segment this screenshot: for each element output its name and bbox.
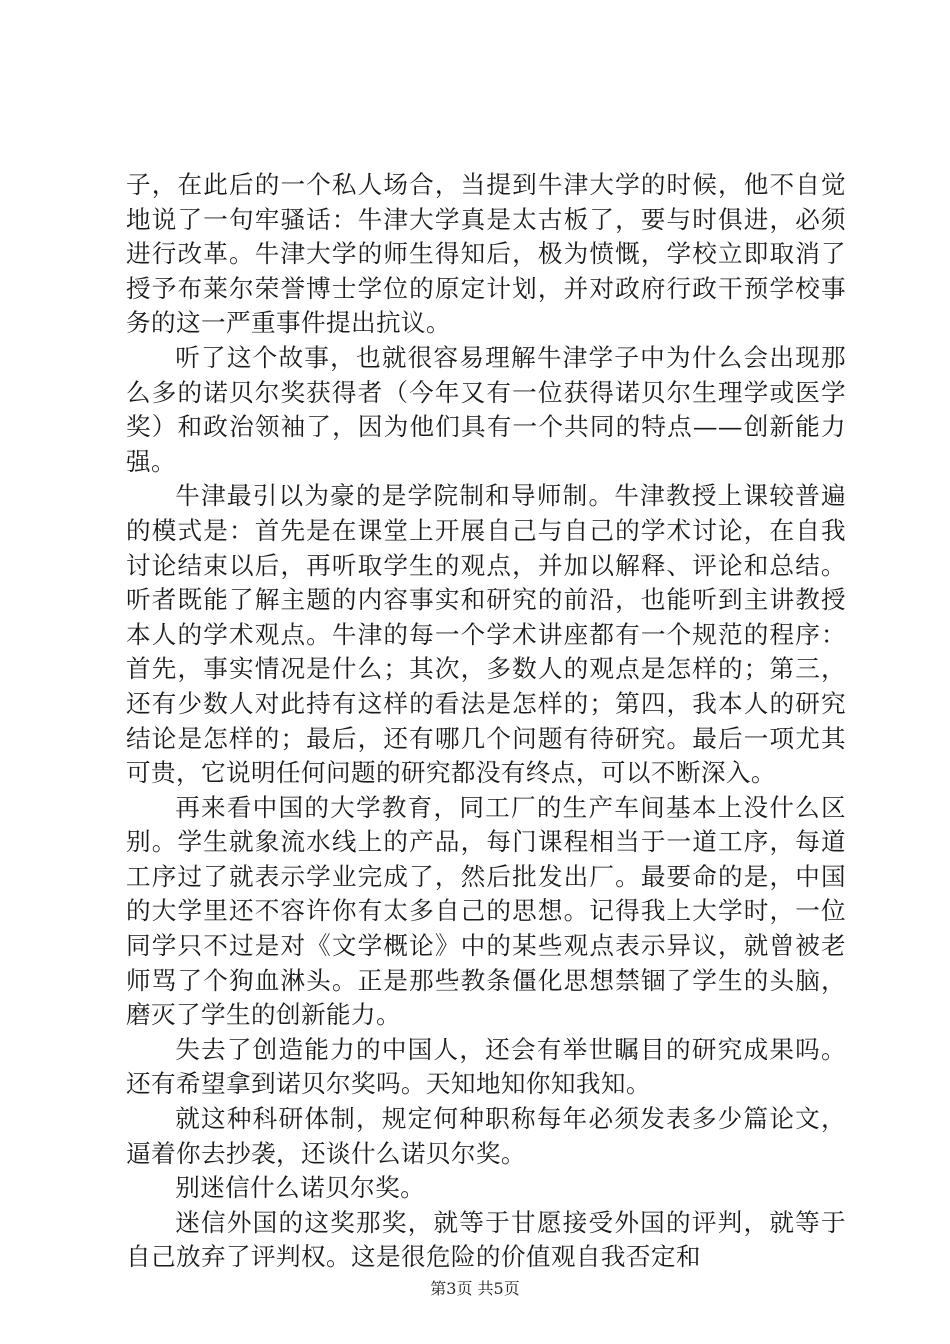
paragraph-continuation: 子，在此后的一个私人场合，当提到牛津大学的时候，他不自觉地说了一句牢骚话：牛津大学真是太古板了，要与时俱进，必须进行改革。牛津大学的师生得知后，极为愤慨，学校立即取消了授予布莱尔荣誉博士学位的原定计划，并对政府行政干预学校事务的这一严重事件提出抗议。	[126, 170, 846, 338]
paragraph-foreign-awards: 迷信外国的这奖那奖，就等于甘愿接受外国的评判，就等于自己放弃了评判权。这是很危险的价值观自我否定和	[126, 1207, 846, 1272]
paragraph-china-university-education: 再来看中国的大学教育，同工厂的生产车间基本上没什么区别。学生就象流水线上的产品，每门课程相当于一道工序，每道工序过了就表示学业完成了，然后批发出厂。最要命的是，中国的大学里还不容许你有太多自己的思想。记得我上大学时，一位同学只不过是对《文学概论》中的某些观点表示异议，就曾被老师骂了个狗血淋头。正是那些教条僵化思想禁锢了学生的头脑，磨灭了学生的创新能力。	[126, 792, 846, 1030]
paragraph-story-understanding: 听了这个故事，也就很容易理解牛津学子中为什么会出现那么多的诺贝尔奖获得者（今年又有一位获得诺贝尔生理学或医学奖）和政治领袖了，因为他们具有一个共同的特点——创新能力强。	[126, 342, 846, 476]
paragraph-research-system: 就这种科研体制，规定何种职称每年必须发表多少篇论文，逼着你去抄袭，还谈什么诺贝尔奖。	[126, 1104, 846, 1168]
paragraph-no-superstition: 别迷信什么诺贝尔奖。	[175, 1173, 426, 1203]
document-body	[126, 168, 846, 1275]
paragraph-oxford-tutorial-system: 牛津最引以为豪的是学院制和导师制。牛津教授上课较普遍的模式是：首先是在课堂上开展自己与自己的学术讨论，在自我讨论结束以后，再听取学生的观点，并加以解释、评论和总结。听者既能了解主题的内容事实和研究的前沿，也能听到主讲教授本人的学术观点。牛津的每一个学术讲座都有一个规范的程序：首先，事实情况是什么；其次，多数人的观点是怎样的；第三，还有少数人对此持有这样的看法是怎样的；第四，我本人的研究结论是怎样的；最后，还有哪几个问题有待研究。最后一项尤其可贵，它说明任何问题的研究都没有终点，可以不断深入。	[126, 481, 846, 788]
paragraph-creativity-loss: 失去了创造能力的中国人，还会有举世瞩目的研究成果吗。还有希望拿到诺贝尔奖吗。天知地知你知我知。	[126, 1034, 846, 1099]
page-footer: 第3页 共5页	[430, 1279, 520, 1298]
